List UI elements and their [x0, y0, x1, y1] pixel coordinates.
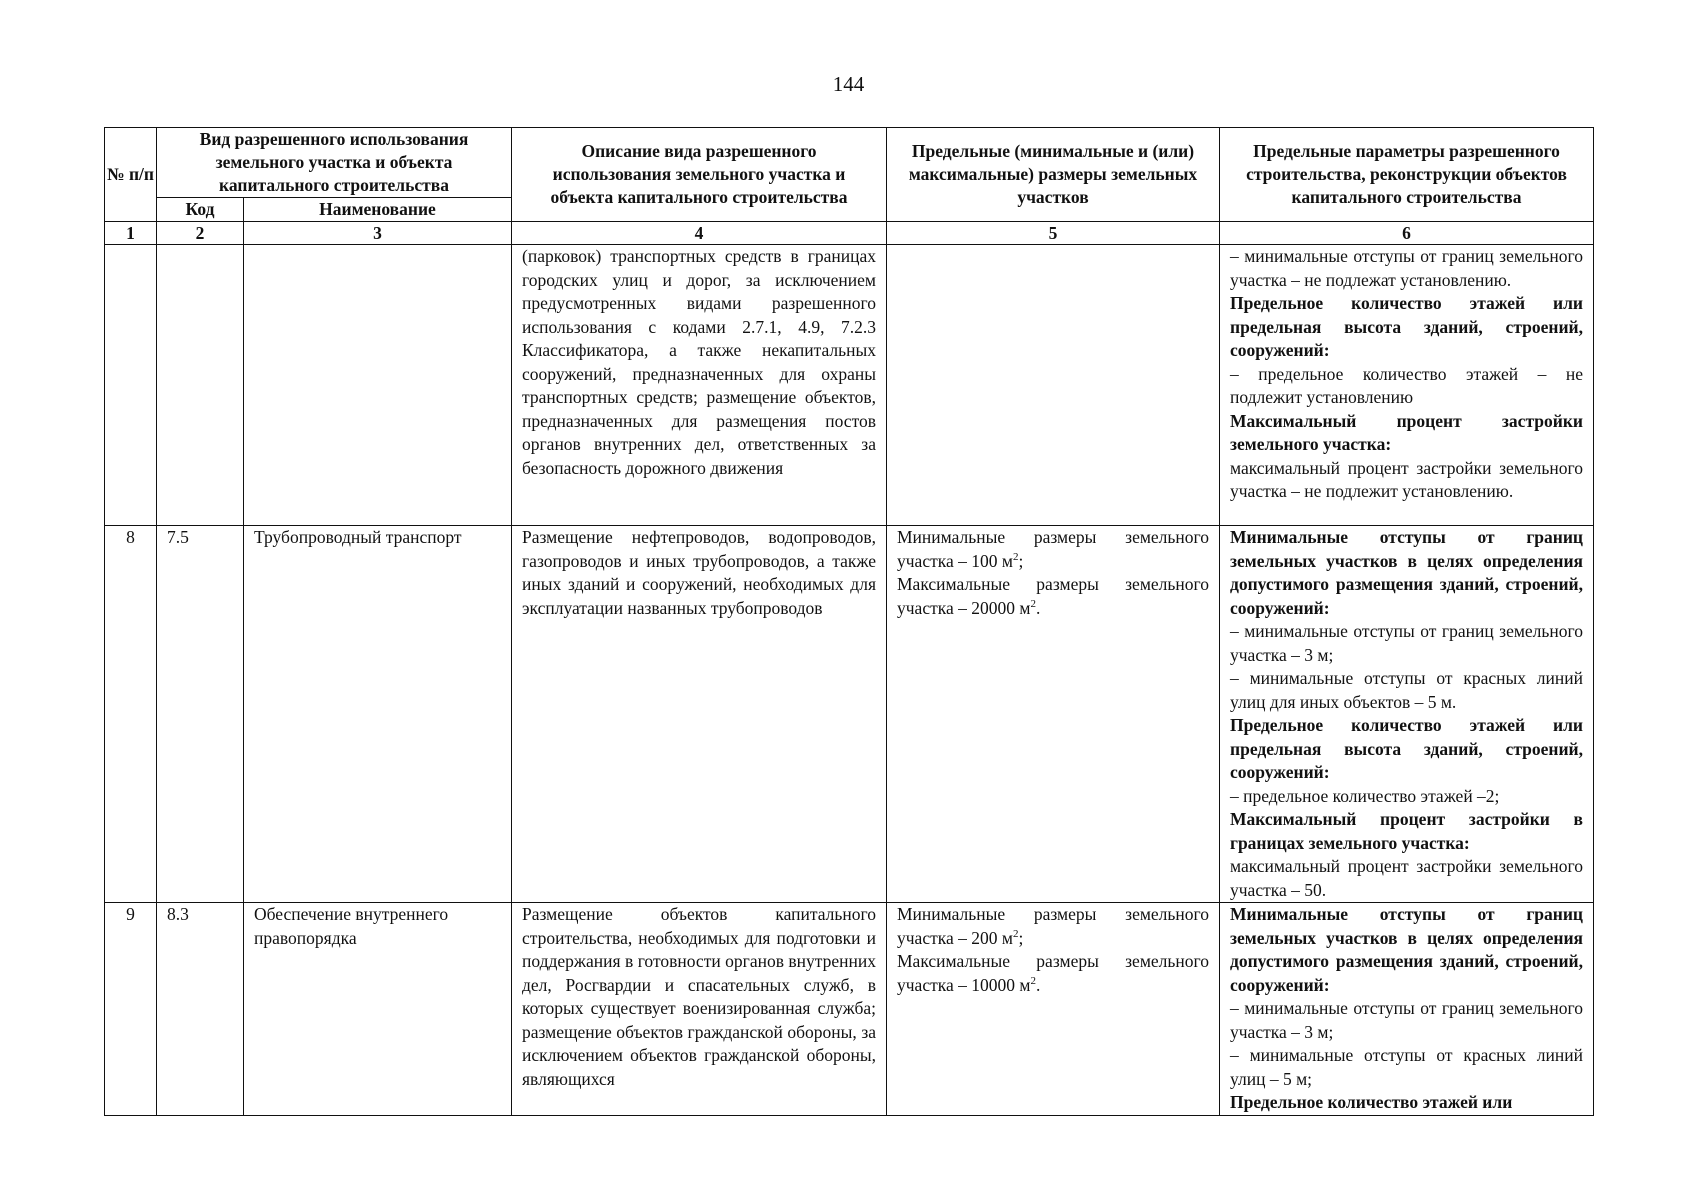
- size-unit-exponent: 2: [1030, 974, 1036, 987]
- param-line: – предельное количество этажей –2;: [1230, 785, 1500, 806]
- cell-num: 8: [105, 526, 157, 903]
- size-line: [897, 573, 1209, 620]
- cell-params: [1220, 903, 1594, 1116]
- header-description: Описание вида разрешенного использования земельного участка и объекта капитального строительства: [512, 128, 887, 222]
- param-heading: Предельное количество этажей или: [1230, 1092, 1513, 1112]
- regulations-table: [104, 127, 1594, 1116]
- table-row: [105, 903, 1594, 1116]
- column-number: 1: [105, 222, 157, 245]
- size-line: [897, 526, 1209, 573]
- column-number: 4: [512, 222, 887, 245]
- size-unit-exponent: 2: [1012, 927, 1019, 940]
- cell-params: [1220, 245, 1594, 526]
- param-heading: Предельное количество этажей или предельная высота зданий, строений, сооружений:: [1230, 293, 1583, 360]
- cell-description: Размещение объектов капитального строительства, необходимых для подготовки и поддержания в готовности органов внутренних дел, Росгвардии и спасательных служб, в которых существует военизированная служба; размещение объектов гражданской обороны, за исключением объектов гражданской обороны, являющихся: [512, 903, 887, 1116]
- size-line: [897, 903, 1209, 950]
- param-heading: Предельное количество этажей или предельная высота зданий, строений, сооружений:: [1230, 715, 1583, 782]
- size-text: Минимальные размеры земельного участка – 200 м: [897, 904, 1209, 948]
- size-text: Максимальные размеры земельного участка – 10000 м: [897, 951, 1209, 995]
- header-name: Наименование: [244, 198, 512, 222]
- param-line: – предельное количество этажей – не подлежит установлению: [1230, 363, 1583, 407]
- param-heading: Минимальные отступы от границ земельных участков в целях определения допустимого размещения зданий, строений, сооружений:: [1230, 904, 1583, 995]
- cell-params: [1220, 526, 1594, 903]
- size-text: Минимальные размеры земельного участка – 100 м: [897, 527, 1209, 571]
- header-code: Код: [157, 198, 244, 222]
- param-line: – минимальные отступы от красных линий улиц для иных объектов – 5 м.: [1230, 668, 1583, 712]
- column-number: 2: [157, 222, 244, 245]
- column-number-row: [105, 222, 1594, 245]
- size-unit-exponent: 2: [1030, 597, 1036, 610]
- size-text: Максимальные размеры земельного участка – 20000 м: [897, 574, 1209, 618]
- cell-name: Трубопроводный транспорт: [244, 526, 512, 903]
- param-line: – минимальные отступы от границ земельного участка – 3 м;: [1230, 998, 1583, 1042]
- cell-code: [157, 245, 244, 526]
- cell-description: Размещение нефтепроводов, водопроводов, газопроводов и иных трубопроводов, а также иных зданий и сооружений, необходимых для эксплуатации названных трубопроводов: [512, 526, 887, 903]
- size-end: ;: [1018, 927, 1024, 948]
- size-end: ;: [1018, 550, 1024, 571]
- column-number: 3: [244, 222, 512, 245]
- cell-sizes: [887, 903, 1220, 1116]
- header-params: Предельные параметры разрешенного строительства, реконструкции объектов капитального строительства: [1220, 128, 1594, 222]
- param-line: максимальный процент застройки земельного участка – 50.: [1230, 856, 1583, 900]
- size-line: [897, 950, 1209, 997]
- header-kind: Вид разрешенного использования земельного участка и объекта капитального строительства: [157, 128, 512, 198]
- cell-sizes: [887, 526, 1220, 903]
- param-line: – минимальные отступы от границ земельного участка – не подлежат установлению.: [1230, 246, 1583, 290]
- cell-num: [105, 245, 157, 526]
- header-sizes: Предельные (минимальные и (или) максимальные) размеры земельных участков: [887, 128, 1220, 222]
- column-number: 6: [1220, 222, 1594, 245]
- header-num: № п/п: [105, 128, 157, 222]
- cell-code: 8.3: [157, 903, 244, 1116]
- cell-sizes: [887, 245, 1220, 526]
- cell-name: [244, 245, 512, 526]
- page-number: 144: [832, 72, 865, 96]
- cell-num: 9: [105, 903, 157, 1116]
- table-row: [105, 526, 1594, 903]
- table-row: [105, 245, 1594, 526]
- param-heading: Минимальные отступы от границ земельных участков в целях определения допустимого размещения зданий, строений, сооружений:: [1230, 527, 1583, 618]
- column-number: 5: [887, 222, 1220, 245]
- size-end: .: [1035, 974, 1041, 995]
- size-end: .: [1035, 597, 1041, 618]
- cell-code: 7.5: [157, 526, 244, 903]
- param-heading: Максимальный процент застройки в границах земельного участка:: [1230, 809, 1583, 853]
- size-unit-exponent: 2: [1012, 550, 1019, 563]
- cell-description: (парковок) транспортных средств в границах городских улиц и дорог, за исключением предусмотренных видами разрешенного использования с кодами 2.7.1, 4.9, 7.2.3 Классификатора, а также некапитальных сооружений, предназначенных для охраны транспортных средств; размещение объектов, предназначенных для размещения постов органов внутренних дел, ответственных за безопасность дорожного движения: [512, 245, 887, 526]
- param-line: максимальный процент застройки земельного участка – не подлежит установлению.: [1230, 457, 1583, 501]
- param-line: – минимальные отступы от границ земельного участка – 3 м;: [1230, 621, 1583, 665]
- param-heading: Максимальный процент застройки земельного участка:: [1230, 410, 1583, 454]
- param-line: – минимальные отступы от красных линий улиц – 5 м;: [1230, 1045, 1583, 1089]
- cell-name: Обеспечение внутреннего правопорядка: [244, 903, 512, 1116]
